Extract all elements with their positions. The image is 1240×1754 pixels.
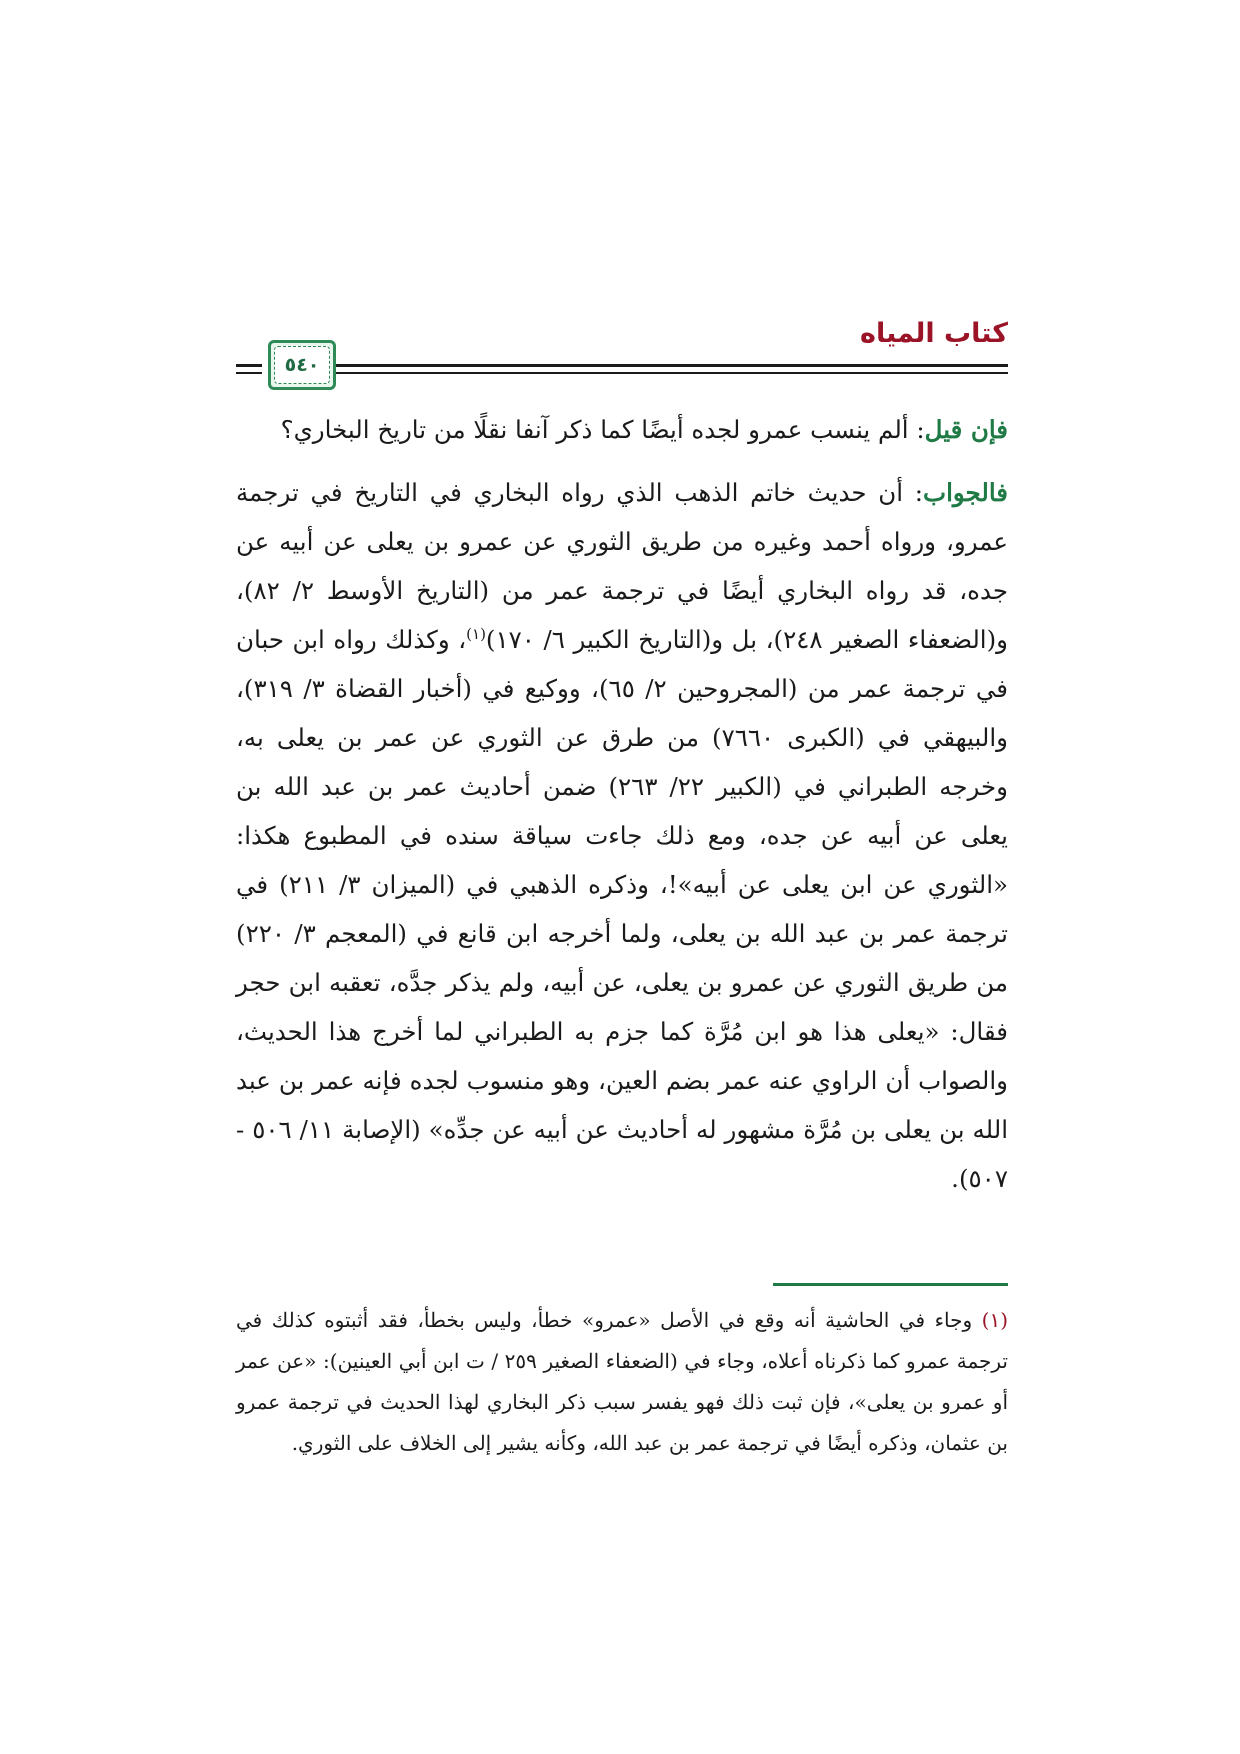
answer-lead: فالجواب <box>923 478 1008 507</box>
footnote-separator <box>773 1283 1008 1286</box>
page-number-badge <box>268 340 336 390</box>
header-rule <box>236 372 262 374</box>
question-paragraph <box>236 405 1008 454</box>
footnotes <box>236 1300 1008 1464</box>
book-title: كتاب المياه <box>860 318 1008 349</box>
page-number: ٥٤٠ <box>274 346 330 384</box>
footnote-text: وجاء في الحاشية أنه وقع في الأصل «عمرو» خطأ، وليس بخطأ، فقد أثبتوه كذلك في ترجمة عمرو كما ذكرناه أعلاه، وجاء في (الضعفاء الصغير ٢٥٩ / ت ابن أبي العينين): «عن عمر أو عمرو بن يعلى»، فإن ثبت ذلك فهو يفسر سبب ذكر البخاري لهذا الحديث في ترجمة عمرو بن عثمان، وذكره أيضًا في ترجمة عمر بن عبد الله، وكأنه يشير إلى الخلاف على الثوري. <box>236 1308 1008 1455</box>
footnote <box>236 1300 1008 1464</box>
answer-text: : أن حديث خاتم الذهب الذي رواه البخاري في التاريخ في ترجمة عمرو، ورواه أحمد وغيره من طريق الثوري عن عمرو بن يعلى عن أبيه عن جده، قد رواه البخاري أيضًا في ترجمة عمر من (التاريخ الأوسط ٢/ ٨٢)، و(الضعفاء الصغير ٢٤٨)، بل و(التاريخ الكبير ٦/ ١٧٠) <box>236 478 1008 654</box>
footnote-number: (١) <box>981 1308 1008 1332</box>
answer-text: ، وكذلك رواه ابن حبان في ترجمة عمر من (المجروحين ٢/ ٦٥)، ووكيع في (أخبار القضاة ٣/ ٣١٩)، والبيهقي في (الكبرى ٧٦٦٠) من طرق عن الثوري عن عمر بن يعلى به، وخرجه الطبراني في (الكبير ٢٢/ ٢٦٣) ضمن أحاديث عمر بن عبد الله بن يعلى عن أبيه عن جده، ومع ذلك جاءت سياقة سنده في المطبوع هكذا: «الثوري عن ابن يعلى عن أبيه»!، وذكره الذهبي في (الميزان ٣/ ٢١١) في ترجمة عمر بن عبد الله بن يعلى، ولما أخرجه ابن قانع في (المعجم ٣/ ٢٢٠) من طريق الثوري عن عمرو بن يعلى، عن أبيه، ولم يذكر جدَّه، تعقبه ابن حجر فقال: «يعلى هذا هو ابن مُرَّة كما جزم به الطبراني لما أخرج هذا الحديث، والصواب أن الراوي عنه عمر بضم العين، وهو منسوب لجده فإنه عمر بن عبد الله بن يعلى بن مُرَّة مشهور له أحاديث عن أبيه عن جدِّه» (الإصابة ١١/ ٥٠٦ - ٥٠٧). <box>236 625 1009 1193</box>
question-lead: فإن قيل <box>924 415 1008 444</box>
header-rule <box>308 372 1008 374</box>
page-header <box>236 312 1008 392</box>
question-text: : ألم ينسب عمرو لجده أيضًا كما ذكر آنفا نقلًا من تاريخ البخاري؟ <box>280 415 925 444</box>
answer-paragraph <box>236 468 1008 1203</box>
header-rule <box>236 364 262 367</box>
main-text <box>236 405 1008 1217</box>
header-rule <box>308 364 1008 367</box>
footnote-ref: (١) <box>466 624 486 643</box>
